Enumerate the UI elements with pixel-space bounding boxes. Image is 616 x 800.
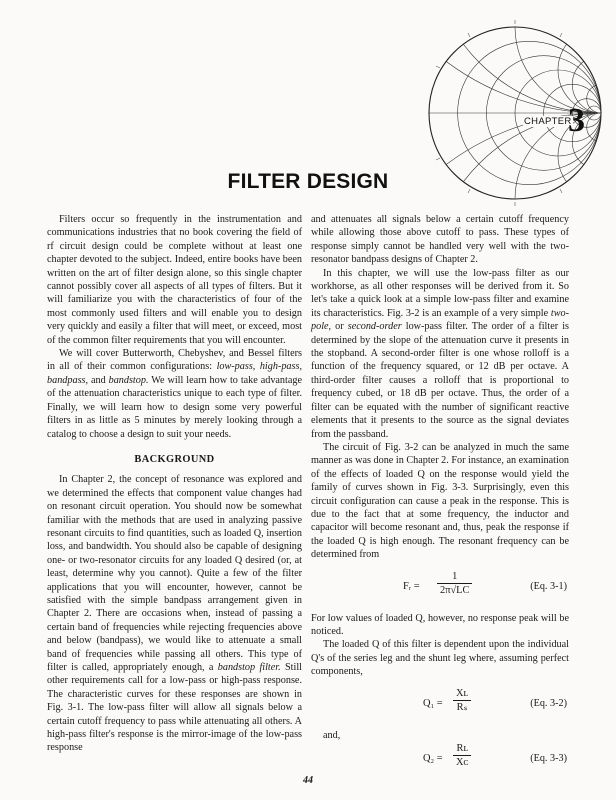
equation-fraction <box>453 687 471 714</box>
background-paragraph: In Chapter 2, the concept of resonance was explored and we determined the effects that component value changes had on resonant circuit operation. You should now be somewhat familiar with the methods that are used in analyzing passive resonant circuits to find quantities, such as loaded Q, insertion loss, and bandwidth. You should also be capable of designing one- or two-resonator circuits for any loaded Q desired (or, at least, determine why you cannot). Quite a few of the filter applications that you will encounter, however, cannot be satisfied with the simple bandpass arrangement given in Chapter 2. There are occasions when, instead of passing a certain band of frequencies while rejecting frequencies above and below (bandpass), we would like to attenuate a small band of frequencies while passing all others. This type of filter is called, appropriately enough, a bandstop filter. Still other requirements call for a low-pass or high-pass response. The characteristic curves for these responses are shown in Fig. 3-1. The low-pass filter will allow all signals below a certain cutoff frequency to pass while attenuating all others. A high-pass filter's response is the mirror-image of the low-pass response <box>47 474 302 754</box>
continued-paragraph: and attenuates all signals below a certain cutoff frequency while allowing those above cutoff to pass. These types of response simply cannot be handled very well with the two-resonator bandpass designs of Chapter 2. <box>311 214 569 266</box>
equation-lhs: Q₁ = <box>423 697 443 709</box>
equation-denominator: 2π√LC <box>440 584 470 596</box>
page-title: FILTER DESIGN <box>227 170 389 193</box>
equation-tag: (Eq. 3-1) <box>530 580 567 592</box>
equation-numerator: Xʟ <box>453 687 471 701</box>
low-q-paragraph: For low values of loaded Q, however, no response peak will be noticed. <box>311 612 569 637</box>
equation-denominator: Xᴄ <box>456 757 469 768</box>
page-number: 44 <box>303 775 313 786</box>
equation-lhs: Fᵣ = <box>403 580 420 592</box>
left-column <box>47 213 302 755</box>
lowpass-paragraph: In this chapter, we will use the low-pass filter as our workhorse, as all other responses will be derived from it. So let's take a quick look at a simple low-pass filter and examine its characteristics. Fig. 3-2 is an example of a very simple two-pole, or second-order low-pass filter. The order of a filter is determined by the slope of the attenuation curve it presents in the stopband. A second-order filter is one whose rolloff is a function of the frequency squared, or 12 dB per octave. A third-order filter causes a rolloff that is proportional to frequency cubed, or 18 dB per octave. Thus, the order of a filter can be equated with the number of significant reactive elements that it presents to the source as the signal deviates from the passband. <box>311 267 569 440</box>
equation-denominator: Rₛ <box>456 701 468 713</box>
chapter-number: 3 <box>568 102 585 139</box>
intro-paragraph: Filters occur so frequently in the instrumentation and communications industries that no book covering the field of rf circuit design could be complete without at least one chapter devoted to the subject. Indeed, entire books have been written on the art of filter design alone, so this single chapter cannot possibly cover all aspects of all types of filters. But it will familiarize you with the characteristics of four of the most commonly used filters and will enable you to design very quickly and easily a filter that will meet, or exceed, most of the common filter requirements that you will encounter. <box>47 214 302 346</box>
analysis-paragraph: The circuit of Fig. 3-2 can be analyzed in much the same manner as was done in Chapter 2. For instance, an examination of the effects of loaded Q on the response would yield the family of curves shown in Fig. 3-3. Surprisingly, even this circuit configuration can cause a peak in the response. This is due to the fact that at some frequency, the inductor and capacitor will become resonant and, thus, peak the response if the loaded Q is high enough. The resonant frequency can be determined from <box>311 441 570 561</box>
equation-tag: (Eq. 3-2) <box>530 697 567 709</box>
equation-tag: (Eq. 3-3) <box>530 753 567 764</box>
and-text: and, <box>323 729 341 741</box>
equation-numerator: Rʟ <box>453 742 471 756</box>
section-heading-background: BACKGROUND <box>134 453 215 465</box>
equation-fraction <box>437 570 472 597</box>
equation-lhs: Q₂ = <box>423 753 443 764</box>
equation-3-2 <box>311 687 569 721</box>
equation-3-1 <box>311 570 569 604</box>
equation-fraction <box>453 742 471 769</box>
chapter-label: CHAPTER <box>524 116 572 127</box>
loaded-q-paragraph: The loaded Q of this filter is dependent upon the individual Q's of the series leg and the shunt leg where, assuming perfect components, <box>311 639 569 678</box>
equation-3-3 <box>311 742 569 776</box>
right-column <box>311 213 569 784</box>
filter-types-paragraph: We will cover Butterworth, Chebyshev, and Bessel filters in all of their common configurations: low-pass, high-pass, bandpass, and bandstop. We will learn how to take advantage of the attenuation characteristics unique to each type of filter. Finally, we will learn how to design some very powerful filters in as little as 5 minutes by merely looking through a catalog to choose a design to suit your needs. <box>47 348 302 440</box>
equation-numerator: 1 <box>437 570 472 584</box>
